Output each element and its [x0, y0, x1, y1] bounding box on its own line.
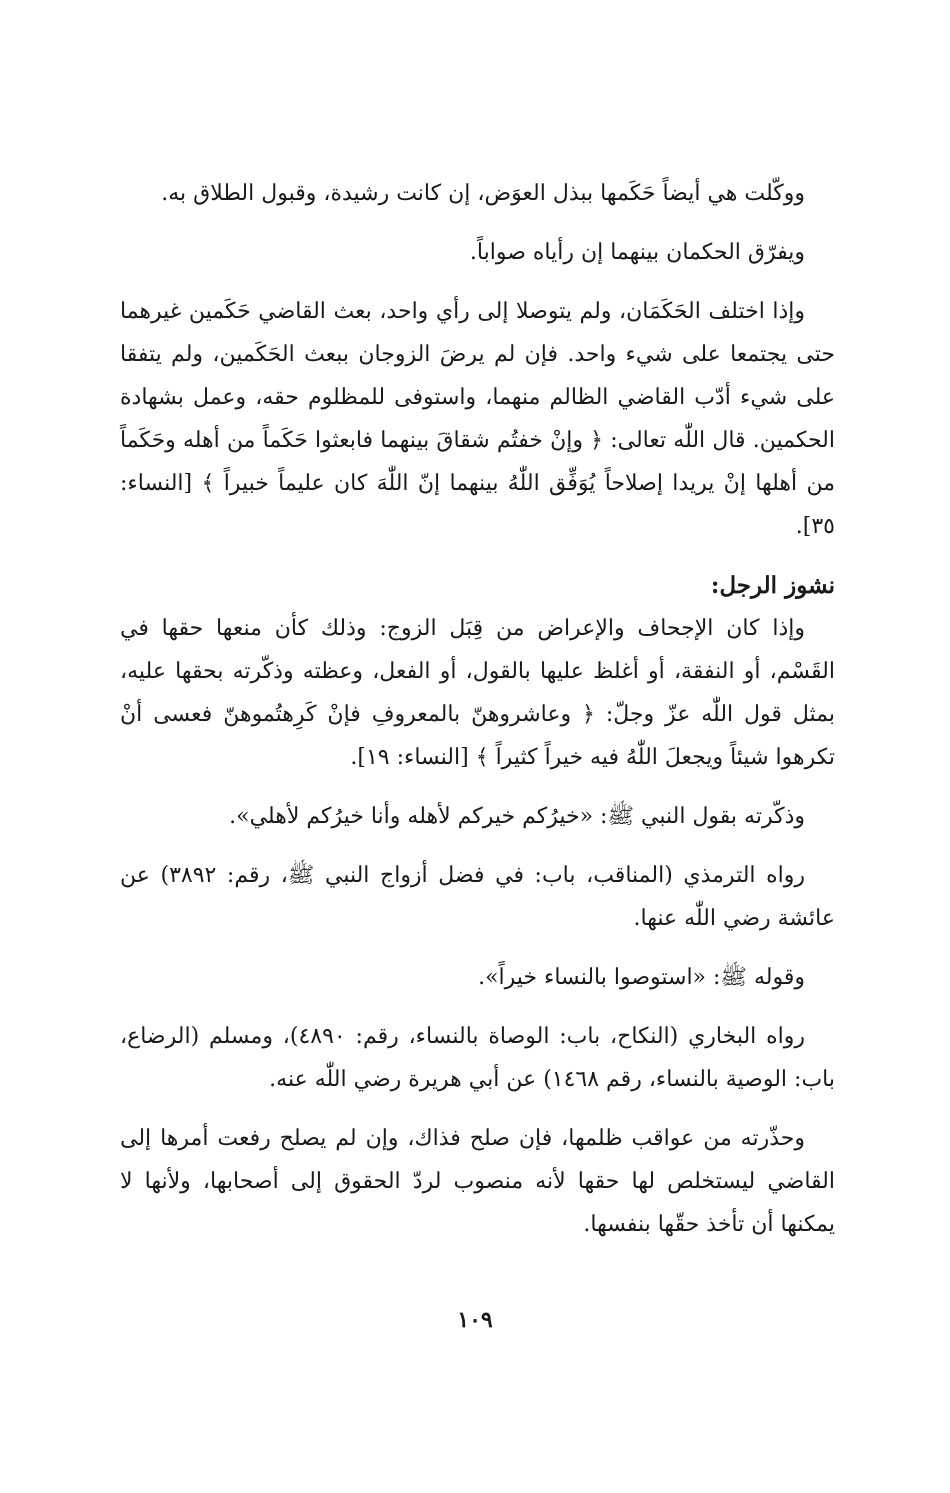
paragraph: وإذا اختلف الحَكَمَان، ولم يتوصلا إلى رأي واحد، بعث القاضي حَكَمين غيرهما حتى يجتمعا على شيء واحد. فإن لم يرضَ الزوجان ببعث الحَكَمين، ولم يتفقا على شيء أدّب القاضي الظالم منهما، واستوفى للمظلوم حقه، وعمل بشهادة الحكمين. قال اللّٰه تعالى: ﴿ وإنْ خفتُم شقاقَ بينهما فابعثوا حَكَماً من أهله وحَكَماً من أهلها إنْ يريدا إصلاحاً يُوَفِّق اللّٰهُ بينهما إنّ اللّٰهَ كان عليماً خبيراً ﴾ [النساء: ٣٥]. [120, 299, 835, 539]
paragraph: ووكّلت هي أيضاً حَكَمها ببذل العوَض، إن كانت رشيدة، وقبول الطلاق به. [161, 181, 805, 206]
page-number: ١٠٩ [457, 1307, 493, 1333]
citation-paragraph: رواه البخاري (النكاح، باب: الوصاة بالنساء، رقم: ٤٨٩٠)، ومسلم (الرضاع، باب: الوصية بالنساء، رقم ١٤٦٨) عن أبي هريرة رضي اللّٰه عنه. [120, 1024, 835, 1092]
paragraph: وقوله ﷺ: «استوصوا بالنساء خيراً». [478, 965, 805, 990]
paragraph: وحذّرته من عواقب ظلمها، فإن صلح فذاك، وإن لم يصلح رفعت أمرها إلى القاضي ليستخلص لها حقها لأنه منصوب لردّ الحقوق إلى أصحابها، ولأنها لا يمكنها أن تأخذ حقّها بنفسها. [120, 1126, 835, 1237]
paragraph: وإذا كان الإجحاف والإعراض من قِبَل الزوج: وذلك كأن منعها حقها في القَسْم، أو النفقة، أو أغلظ عليها بالقول، أو الفعل، وعظته وذكّرته بحقها عليه، بمثل قول اللّٰه عزّ وجلّ: ﴿ وعاشروهنّ بالمعروفِ فإنْ كَرِهتُموهنّ فعسى أنْ تكرهوا شيئاً ويجعلَ اللّٰهُ فيه خيراً كثيراً ﴾ [النساء: ١٩]. [120, 616, 835, 770]
section-heading: نشوز الرجل: [710, 572, 835, 599]
paragraph: ويفرّق الحكمان بينهما إن رأياه صواباً. [469, 240, 805, 265]
body-text [120, 172, 835, 1262]
paragraph: وذكّرته بقول النبي ﷺ: «خيرُكم خيركم لأهله وأنا خيرُكم لأهلي». [229, 804, 805, 829]
citation-paragraph: رواه الترمذي (المناقب، باب: في فضل أزواج النبي ﷺ، رقم: ٣٨٩٢) عن عائشة رضي اللّٰه عنها. [120, 863, 835, 931]
